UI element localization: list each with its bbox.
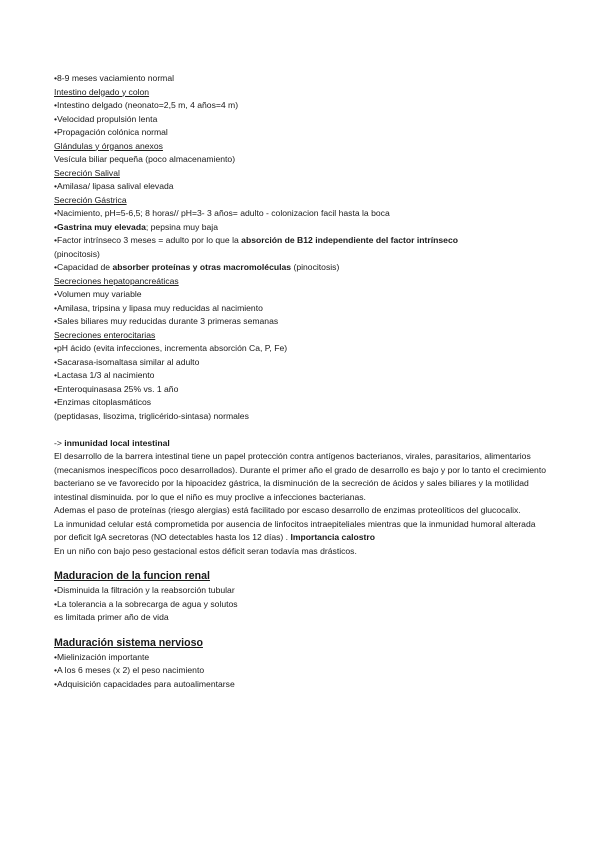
bullet-vaciamiento: •8-9 meses vaciamiento normal (54, 73, 175, 83)
gastrina-rest: ; pepsina muy baja (145, 221, 218, 232)
factor-pre: •Factor intrínseco 3 meses = adulto por lo que la (54, 235, 242, 245)
bullet-ph-acido: •pH ácido (evita infecciones, incrementa absorción Ca, P, Fe) (54, 343, 288, 353)
inmunidad-title: inmunidad local intestinal (64, 437, 170, 448)
bullet-sales-biliares: •Sales biliares muy reducidas durante 3 primeras semanas (54, 316, 279, 326)
line-vesicula: Vesícula biliar pequeña (poco almacenamiento) (54, 154, 236, 164)
bullet-gastrina (54, 221, 554, 235)
subheading-salival: Secreción Salival (54, 167, 120, 178)
subheading-intestino: Intestino delgado y colon (54, 86, 150, 97)
bullet-enzimas: •Enzimas citoplasmáticos (54, 397, 152, 407)
bullet-volumen: •Volumen muy variable (54, 289, 142, 299)
line-limitada: es limitada primer año de vida (54, 612, 169, 622)
capacidad-post: (pinocitosis) (291, 262, 340, 272)
capacidad-pre: •Capacidad de (54, 262, 113, 272)
heading-renal: Maduracion de la funcion renal (54, 570, 210, 582)
bullet-amilasa-tripsina: •Amilasa, tripsina y lipasa muy reducidas al nacimiento (54, 302, 263, 313)
document-body (54, 72, 554, 691)
inmunidad-heading (54, 437, 554, 451)
bullet-peso: •A los 6 meses (x 2) el peso nacimiento (54, 665, 205, 675)
inmunidad-paragraph-1: El desarrollo de la barrera intestinal tiene un papel protección contra antígenos bacterianos, virales, parasitarios, alimentarios (mecanismos inespecíficos poco desarrollados). Durante el primer año el grado de desarrollo es bajo y por lo tanto el crecimiento bacteriano se ve favorecido por la hipoacidez gástrica, la disminución de la secreción de ácidos y sales biliares y la motilidad intestinal disminuida. por lo que el niño es muy proclive a infecciones bacterianas. (54, 451, 547, 502)
bullet-tolerancia: •La tolerancia a la sobrecarga de agua y solutos (54, 598, 238, 609)
importancia-calostro: Importancia calostro (290, 532, 375, 542)
bullet-intestino-delgado: •Intestino delgado (neonato=2,5 m, 4 años=4 m) (54, 100, 239, 110)
bullet-nacimiento-ph: •Nacimiento, pH=5-6,5; 8 horas// pH=3- 3 años= adulto - colonizacion facil hasta la boca (54, 208, 390, 218)
subheading-hepatopancreaticas: Secreciones hepatopancreáticas (54, 275, 179, 286)
bullet-amilasa-salival: •Amilasa/ lipasa salival elevada (54, 181, 174, 191)
bullet-lactasa: •Lactasa 1/3 al nacimiento (54, 370, 155, 380)
bullet-enteroquinasasa: •Enteroquinasasa 25% vs. 1 año (54, 383, 179, 394)
bullet-factor-intrinseco (54, 234, 554, 248)
inmunidad-p3-text: La inmunidad celular está comprometida por ausencia de linfocitos intraepiteliales mientras que la inmunidad humoral alterada por deficit IgA secretoras (NO detectables hasta los 12 días) . (54, 518, 536, 542)
subheading-glandulas: Glándulas y órganos anexos (54, 140, 163, 151)
bullet-sacarasa: •Sacarasa-isomaltasa similar al adulto (54, 356, 200, 367)
gastrina-bold: •Gastrina muy elevada (54, 221, 146, 232)
inmunidad-paragraph-4: En un niño con bajo peso gestacional estos déficit seran todavía mas drásticos. (54, 545, 357, 556)
line-peptidasas: (peptidasas, lisozima, triglicérido-sintasa) normales (54, 410, 249, 421)
bullet-mielinizacion: •Mielinización importante (54, 651, 150, 662)
inmunidad-paragraph-3 (54, 518, 549, 545)
bullet-filtracion: •Disminuida la filtración y la reabsorción tubular (54, 585, 235, 595)
heading-nervioso: Maduración sistema nervioso (54, 636, 203, 649)
bullet-capacidad (54, 261, 554, 275)
bullet-propagacion: •Propagación colónica normal (54, 127, 168, 137)
inmunidad-paragraph-2: Ademas el paso de proteínas (riesgo alergias) está facilitado por escaso desarrollo de enzimas proteolíticos del glucocalix. (54, 505, 521, 515)
arrow-marker: -> (54, 437, 65, 448)
subheading-gastrica: Secreción Gástrica (54, 194, 127, 205)
line-pinocitosis: (pinocitosis) (54, 248, 100, 259)
capacidad-bold: absorber proteínas y otras macromoléculas (112, 262, 292, 272)
bullet-velocidad: •Velocidad propulsión lenta (54, 113, 158, 124)
subheading-enterocitarias: Secreciones enterocitarias (54, 329, 156, 340)
factor-bold: absorción de B12 independiente del factor intrínseco (241, 235, 458, 245)
bullet-autoalimentarse: •Adquisición capacidades para autoalimentarse (54, 678, 235, 689)
